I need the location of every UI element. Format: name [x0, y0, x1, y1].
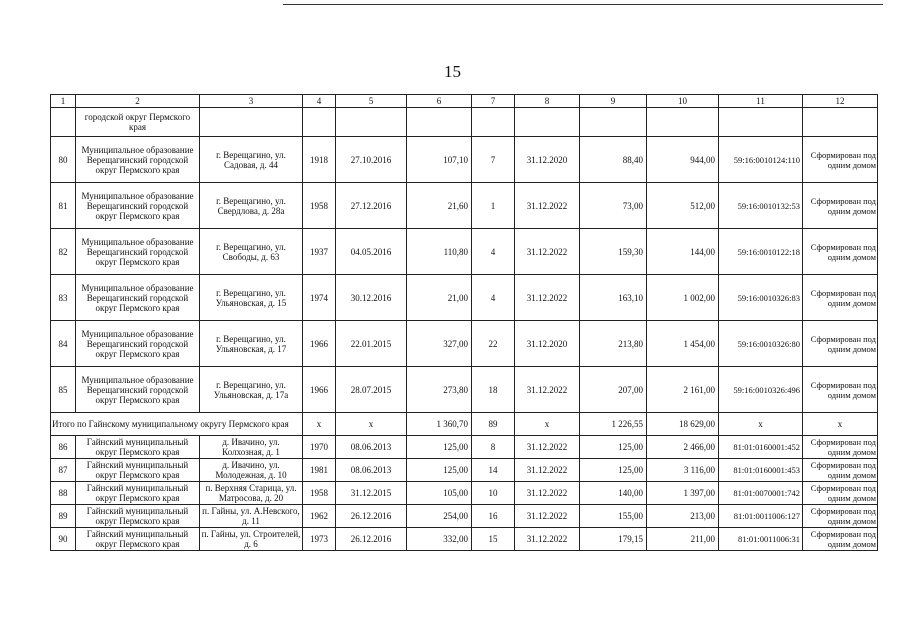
- year-cell: 1958: [303, 482, 336, 505]
- area2-cell: 88,40: [580, 137, 647, 183]
- deadline-cell: 31.12.2020: [515, 137, 580, 183]
- total-note: x: [803, 413, 878, 436]
- residents-cell: 15: [472, 528, 515, 551]
- column-header: 5: [336, 95, 407, 108]
- row-number: 85: [51, 367, 76, 413]
- cost-cell: 2 466,00: [647, 436, 719, 459]
- deadline-cell: 31.12.2022: [515, 367, 580, 413]
- address-cell: д. Ивачино, ул. Молодежная, д. 10: [200, 459, 303, 482]
- year-cell: 1970: [303, 436, 336, 459]
- row-number: 87: [51, 459, 76, 482]
- owner-cell: Гайнский муниципальный округ Пермского края: [76, 459, 200, 482]
- date-cell: 04.05.2016: [336, 229, 407, 275]
- deadline-cell: 31.12.2022: [515, 229, 580, 275]
- date-cell: 27.10.2016: [336, 137, 407, 183]
- column-header: 7: [472, 95, 515, 108]
- cadastre-cell: 81:01:0160001:453: [719, 459, 803, 482]
- register-table: [50, 94, 878, 551]
- residents-cell: 1: [472, 183, 515, 229]
- area2-cell: 163,10: [580, 275, 647, 321]
- note-cell: Сформирован под одним домом: [803, 436, 878, 459]
- cadastre-cell: 59:16:0010326:496: [719, 367, 803, 413]
- deadline-cell: 31.12.2022: [515, 482, 580, 505]
- owner-cell: Муниципальное образование Верещагинский городской округ Пермского края: [76, 321, 200, 367]
- address-cell: г. Верещагино, ул. Свободы, д. 63: [200, 229, 303, 275]
- cost-cell: 2 161,00: [647, 367, 719, 413]
- area2-cell: 73,00: [580, 183, 647, 229]
- address-cell: г. Верещагино, ул. Ульяновская, д. 17а: [200, 367, 303, 413]
- residents-cell: 8: [472, 436, 515, 459]
- continuation-row: [51, 108, 878, 137]
- area-cell: 327,00: [407, 321, 472, 367]
- date-cell: 22.01.2015: [336, 321, 407, 367]
- total-cadastre: x: [719, 413, 803, 436]
- column-header: 10: [647, 95, 719, 108]
- owner-cell: Гайнский муниципальный округ Пермского края: [76, 528, 200, 551]
- deadline-cell: 31.12.2022: [515, 528, 580, 551]
- year-cell: 1966: [303, 321, 336, 367]
- area-cell: 332,00: [407, 528, 472, 551]
- total-area: 1 360,70: [407, 413, 472, 436]
- address-cell: г. Верещагино, ул. Ульяновская, д. 15: [200, 275, 303, 321]
- deadline-cell: 31.12.2022: [515, 459, 580, 482]
- area-cell: 125,00: [407, 459, 472, 482]
- owner-cell: городской округ Пермского края: [76, 108, 200, 137]
- cadastre-cell: 81:01:0011006:127: [719, 505, 803, 528]
- column-header: 2: [76, 95, 200, 108]
- cost-cell: 512,00: [647, 183, 719, 229]
- cadastre-cell: 59:16:0010122:18: [719, 229, 803, 275]
- cost-cell: 1 397,00: [647, 482, 719, 505]
- date-cell: 27.12.2016: [336, 183, 407, 229]
- note-cell: Сформирован под одним домом: [803, 229, 878, 275]
- row-number: 89: [51, 505, 76, 528]
- deadline-cell: 31.12.2022: [515, 436, 580, 459]
- total-row: [51, 413, 878, 436]
- area-cell: 107,10: [407, 137, 472, 183]
- owner-cell: Муниципальное образование Верещагинский городской округ Пермского края: [76, 275, 200, 321]
- date-cell: 30.12.2016: [336, 275, 407, 321]
- address-cell: п. Верхняя Старица, ул. Матросова, д. 20: [200, 482, 303, 505]
- year-cell: 1973: [303, 528, 336, 551]
- cadastre-cell: 81:01:0160001:452: [719, 436, 803, 459]
- column-header: 12: [803, 95, 878, 108]
- row-number: 88: [51, 482, 76, 505]
- table-row: [51, 229, 878, 275]
- deadline-cell: 31.12.2022: [515, 183, 580, 229]
- note-cell: Сформирован под одним домом: [803, 505, 878, 528]
- table-row: [51, 321, 878, 367]
- address-cell: д. Ивачино, ул. Колхозная, д. 1: [200, 436, 303, 459]
- year-cell: 1918: [303, 137, 336, 183]
- area-cell: 105,00: [407, 482, 472, 505]
- residents-cell: 10: [472, 482, 515, 505]
- total-year: x: [303, 413, 336, 436]
- area-cell: 125,00: [407, 436, 472, 459]
- table-row: [51, 137, 878, 183]
- area2-cell: 125,00: [580, 436, 647, 459]
- total-area2: 1 226,55: [580, 413, 647, 436]
- area-cell: 273,80: [407, 367, 472, 413]
- date-cell: 28.07.2015: [336, 367, 407, 413]
- table-row: [51, 482, 878, 505]
- top-rule: [283, 4, 883, 5]
- area2-cell: 207,00: [580, 367, 647, 413]
- total-label: Итого по Гайнскому муниципальному округу Пермского края: [51, 413, 303, 436]
- cadastre-cell: 59:16:0010124:110: [719, 137, 803, 183]
- column-header: 4: [303, 95, 336, 108]
- column-header: 3: [200, 95, 303, 108]
- owner-cell: Гайнский муниципальный округ Пермского края: [76, 505, 200, 528]
- total-date: x: [336, 413, 407, 436]
- area-cell: 254,00: [407, 505, 472, 528]
- row-number: 84: [51, 321, 76, 367]
- row-number: 83: [51, 275, 76, 321]
- table-row: [51, 367, 878, 413]
- year-cell: 1937: [303, 229, 336, 275]
- area2-cell: 213,80: [580, 321, 647, 367]
- note-cell: Сформирован под одним домом: [803, 367, 878, 413]
- cost-cell: 944,00: [647, 137, 719, 183]
- cost-cell: 3 116,00: [647, 459, 719, 482]
- row-number: 80: [51, 137, 76, 183]
- row-number: 81: [51, 183, 76, 229]
- total-residents: 89: [472, 413, 515, 436]
- owner-cell: Гайнский муниципальный округ Пермского края: [76, 436, 200, 459]
- date-cell: 26.12.2016: [336, 505, 407, 528]
- cadastre-cell: 81:01:0070001:742: [719, 482, 803, 505]
- owner-cell: Муниципальное образование Верещагинский городской округ Пермского края: [76, 137, 200, 183]
- total-cost: 18 629,00: [647, 413, 719, 436]
- date-cell: 31.12.2015: [336, 482, 407, 505]
- cadastre-cell: 81:01:0011006:31: [719, 528, 803, 551]
- address-cell: п. Гайны, ул. Строителей, д. 6: [200, 528, 303, 551]
- note-cell: Сформирован под одним домом: [803, 321, 878, 367]
- residents-cell: 4: [472, 229, 515, 275]
- cost-cell: 213,00: [647, 505, 719, 528]
- residents-cell: 22: [472, 321, 515, 367]
- column-header: 8: [515, 95, 580, 108]
- row-number: 82: [51, 229, 76, 275]
- cost-cell: 211,00: [647, 528, 719, 551]
- owner-cell: Муниципальное образование Верещагинский городской округ Пермского края: [76, 183, 200, 229]
- note-cell: Сформирован под одним домом: [803, 137, 878, 183]
- note-cell: Сформирован под одним домом: [803, 183, 878, 229]
- column-header: 6: [407, 95, 472, 108]
- year-cell: 1966: [303, 367, 336, 413]
- year-cell: 1958: [303, 183, 336, 229]
- date-cell: 08.06.2013: [336, 459, 407, 482]
- column-header: 11: [719, 95, 803, 108]
- note-cell: Сформирован под одним домом: [803, 459, 878, 482]
- table-row: [51, 459, 878, 482]
- year-cell: 1981: [303, 459, 336, 482]
- area2-cell: 159,30: [580, 229, 647, 275]
- area-cell: 21,60: [407, 183, 472, 229]
- table-row: [51, 183, 878, 229]
- table-row: [51, 436, 878, 459]
- address-cell: п. Гайны, ул. А.Невского, д. 11: [200, 505, 303, 528]
- page-number: 15: [444, 62, 461, 81]
- header-row: [51, 95, 878, 108]
- address-cell: г. Верещагино, ул. Ульяновская, д. 17: [200, 321, 303, 367]
- area-cell: 110,80: [407, 229, 472, 275]
- residents-cell: 14: [472, 459, 515, 482]
- table-row: [51, 505, 878, 528]
- area-cell: 21,00: [407, 275, 472, 321]
- residents-cell: 7: [472, 137, 515, 183]
- note-cell: Сформирован под одним домом: [803, 528, 878, 551]
- row-number: 90: [51, 528, 76, 551]
- cadastre-cell: 59:16:0010132:53: [719, 183, 803, 229]
- year-cell: 1974: [303, 275, 336, 321]
- owner-cell: Муниципальное образование Верещагинский городской округ Пермского края: [76, 229, 200, 275]
- table-row: [51, 275, 878, 321]
- residents-cell: 4: [472, 275, 515, 321]
- column-header: 1: [51, 95, 76, 108]
- date-cell: 08.06.2013: [336, 436, 407, 459]
- address-cell: г. Верещагино, ул. Свердлова, д. 28а: [200, 183, 303, 229]
- cadastre-cell: 59:16:0010326:83: [719, 275, 803, 321]
- deadline-cell: 31.12.2022: [515, 505, 580, 528]
- cost-cell: 1 002,00: [647, 275, 719, 321]
- area2-cell: 155,00: [580, 505, 647, 528]
- date-cell: 26.12.2016: [336, 528, 407, 551]
- row-number: 86: [51, 436, 76, 459]
- cost-cell: 1 454,00: [647, 321, 719, 367]
- cost-cell: 144,00: [647, 229, 719, 275]
- owner-cell: Муниципальное образование Верещагинский городской округ Пермского края: [76, 367, 200, 413]
- deadline-cell: 31.12.2022: [515, 275, 580, 321]
- area2-cell: 140,00: [580, 482, 647, 505]
- address-cell: г. Верещагино, ул. Садовая, д. 44: [200, 137, 303, 183]
- area2-cell: 179,15: [580, 528, 647, 551]
- owner-cell: Гайнский муниципальный округ Пермского края: [76, 482, 200, 505]
- note-cell: Сформирован под одним домом: [803, 275, 878, 321]
- deadline-cell: 31.12.2020: [515, 321, 580, 367]
- table-row: [51, 528, 878, 551]
- column-header: 9: [580, 95, 647, 108]
- area2-cell: 125,00: [580, 459, 647, 482]
- note-cell: Сформирован под одним домом: [803, 482, 878, 505]
- cadastre-cell: 59:16:0010326:80: [719, 321, 803, 367]
- residents-cell: 18: [472, 367, 515, 413]
- residents-cell: 16: [472, 505, 515, 528]
- total-deadline: x: [515, 413, 580, 436]
- year-cell: 1962: [303, 505, 336, 528]
